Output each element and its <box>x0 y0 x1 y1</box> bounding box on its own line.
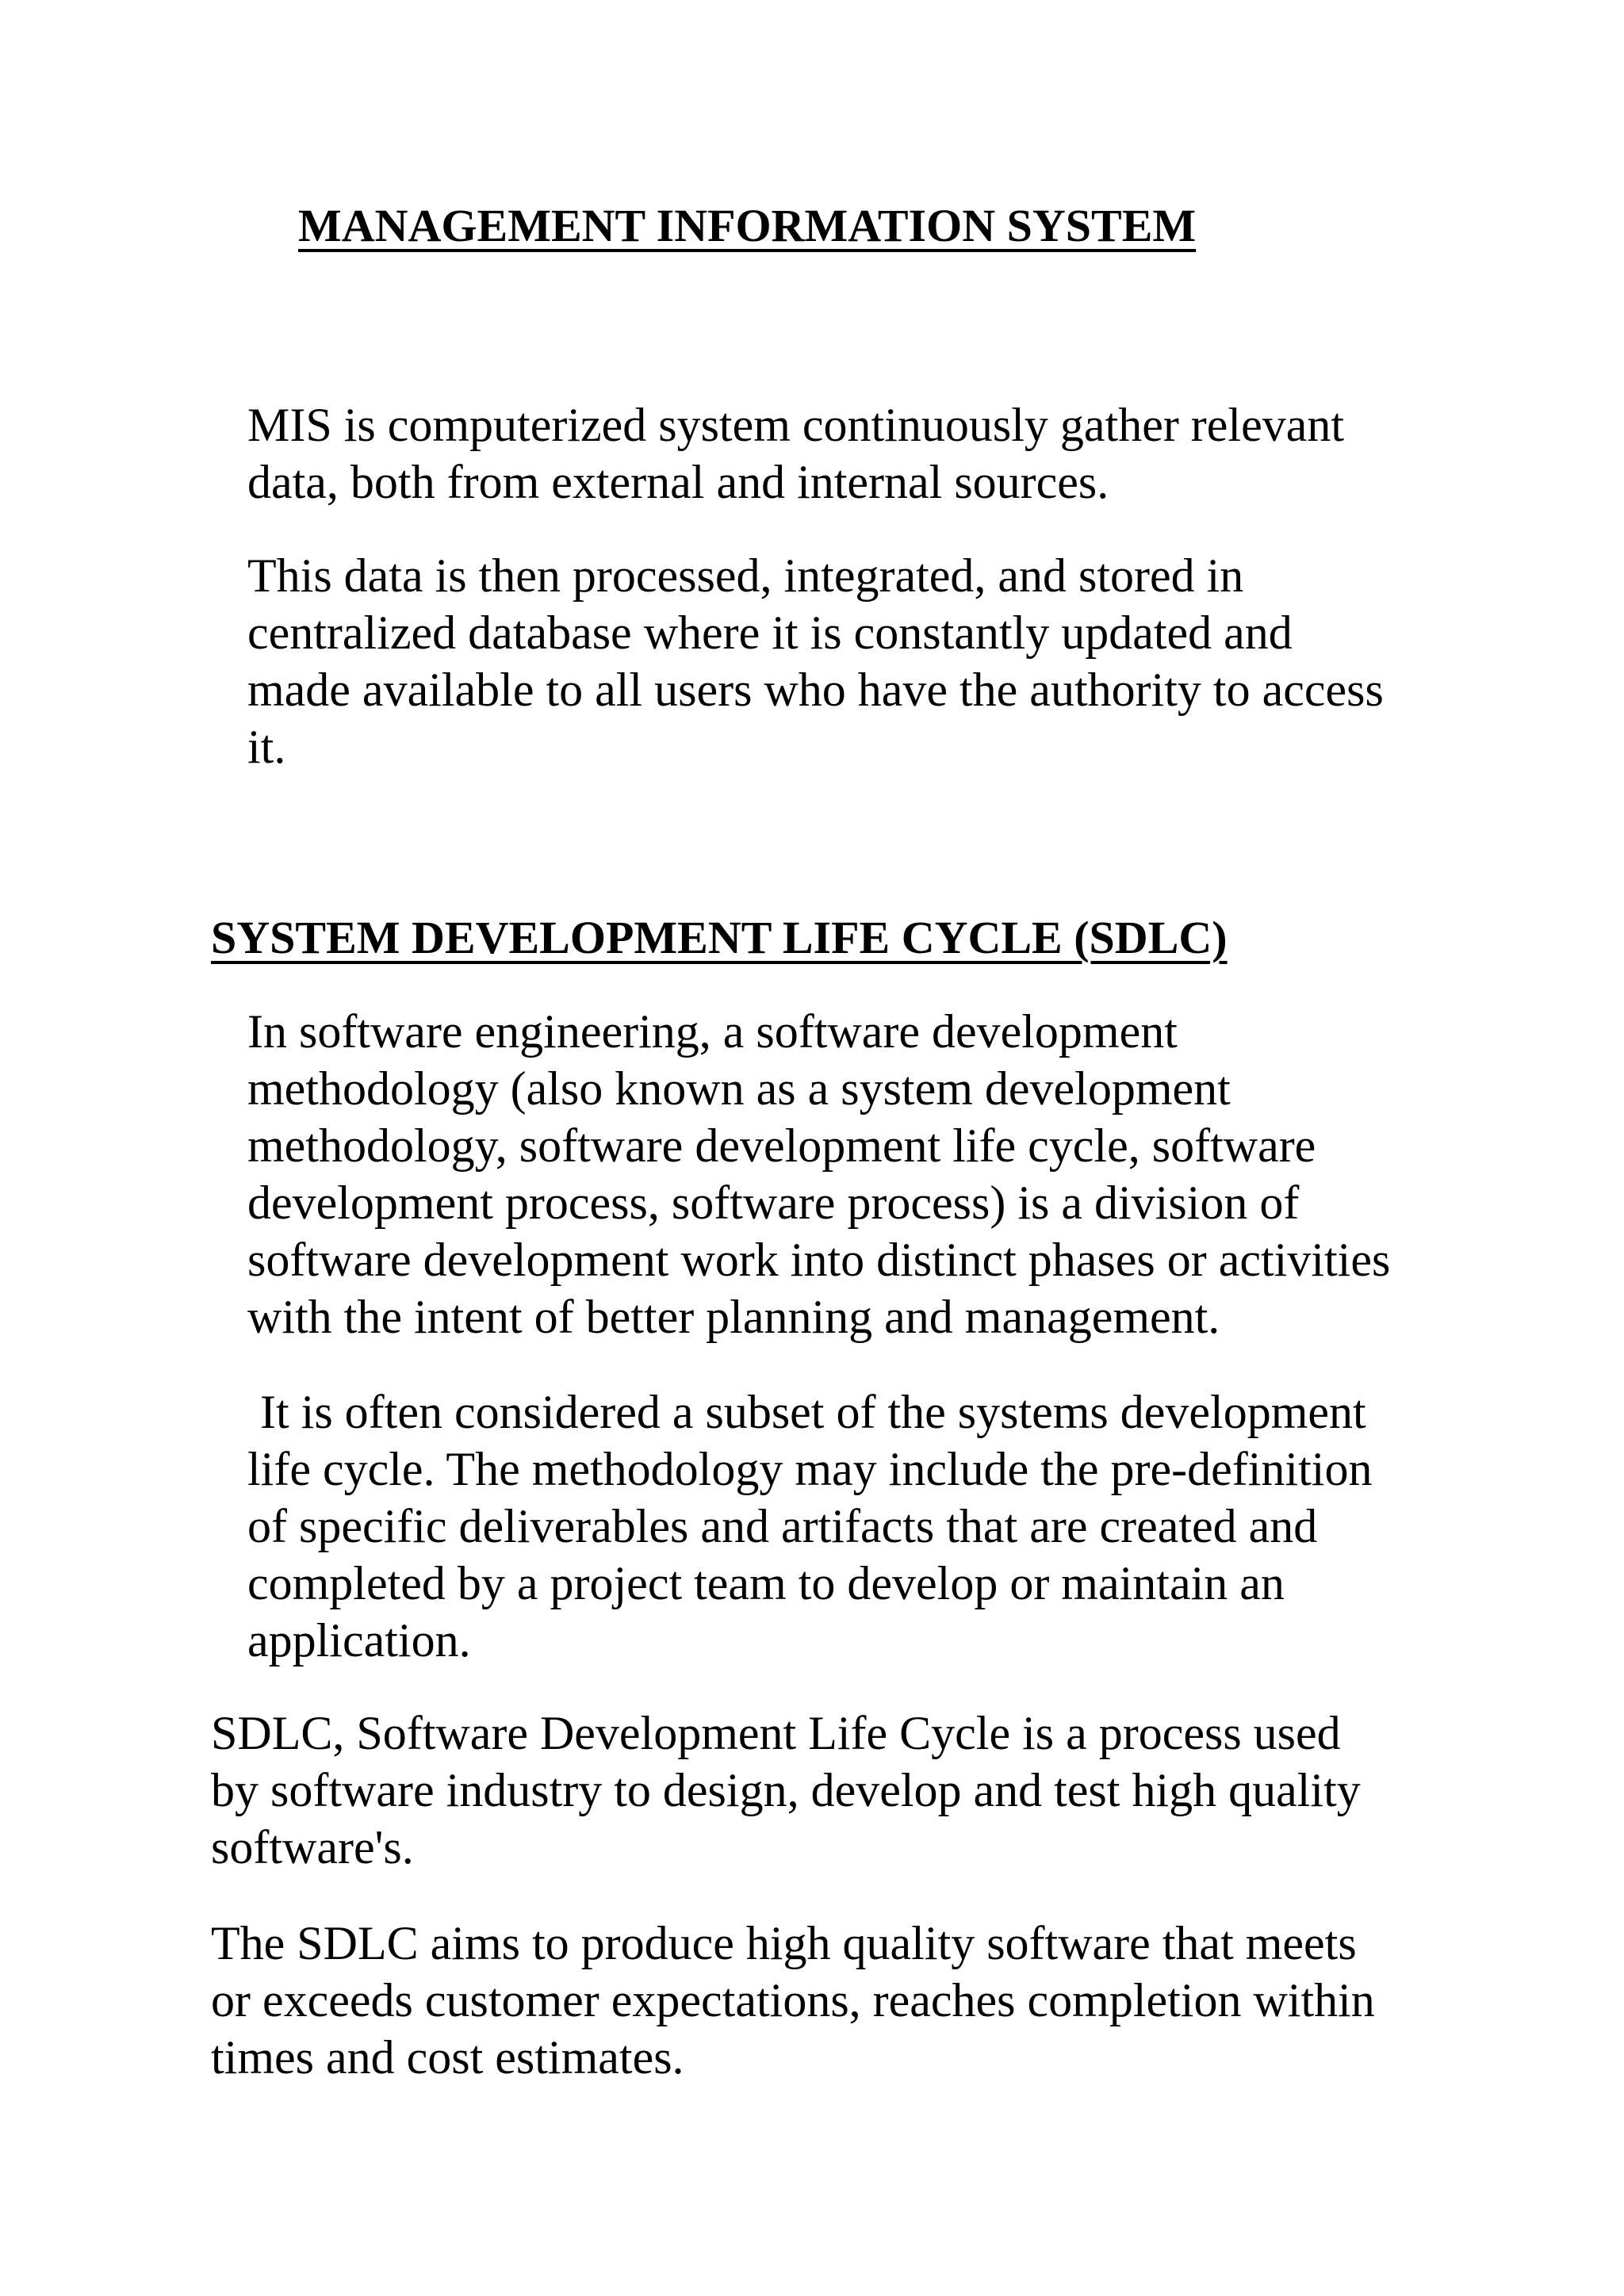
text-line: application. <box>247 1614 471 1667</box>
text-line: life cycle. The methodology may include the pre-definition <box>247 1443 1373 1495</box>
section-heading-sdlc: SYSTEM DEVELOPMENT LIFE CYCLE (SDLC) <box>211 912 1228 963</box>
text-line: with the intent of better planning and management. <box>247 1291 1220 1343</box>
text-line: by software industry to design, develop and test high quality <box>211 1764 1361 1816</box>
sdlc-paragraph-2 <box>247 1383 1372 1669</box>
text-line: MIS is computerized system continuously gather relevant <box>247 399 1345 451</box>
mis-paragraph-2 <box>247 547 1384 775</box>
text-line: completed by a project team to develop or maintain an <box>247 1557 1285 1609</box>
text-line: This data is then processed, integrated, and stored in <box>247 549 1244 602</box>
text-line: it. <box>247 721 286 773</box>
text-line: of specific deliverables and artifacts that are created and <box>247 1500 1318 1552</box>
text-line: made available to all users who have the authority to access <box>247 664 1384 716</box>
mis-paragraph-1 <box>247 396 1344 511</box>
text-line: SDLC, Software Development Life Cycle is a process used <box>211 1707 1341 1759</box>
page-title: MANAGEMENT INFORMATION SYSTEM <box>298 200 1197 251</box>
text-line: The SDLC aims to produce high quality software that meets <box>211 1917 1357 1969</box>
text-line: centralized database where it is constantly updated and <box>247 607 1293 659</box>
text-line: development process, software process) is a division of <box>247 1177 1300 1229</box>
text-line: or exceeds customer expectations, reaches completion within <box>211 1974 1375 2026</box>
text-line: software development work into distinct phases or activities <box>247 1234 1391 1286</box>
sdlc-paragraph-3 <box>211 1705 1361 1876</box>
sdlc-paragraph-4 <box>211 1915 1375 2086</box>
text-line: software's. <box>211 1821 414 1873</box>
text-line: methodology (also known as a system development <box>247 1062 1231 1115</box>
sdlc-paragraph-1 <box>247 1003 1390 1345</box>
text-line: In software engineering, a software development <box>247 1005 1178 1058</box>
text-line: times and cost estimates. <box>211 2031 684 2084</box>
text-line: data, both from external and internal sources. <box>247 456 1109 508</box>
text-line: methodology, software development life cycle, software <box>247 1119 1316 1172</box>
text-line: It is often considered a subset of the systems development <box>260 1386 1366 1438</box>
